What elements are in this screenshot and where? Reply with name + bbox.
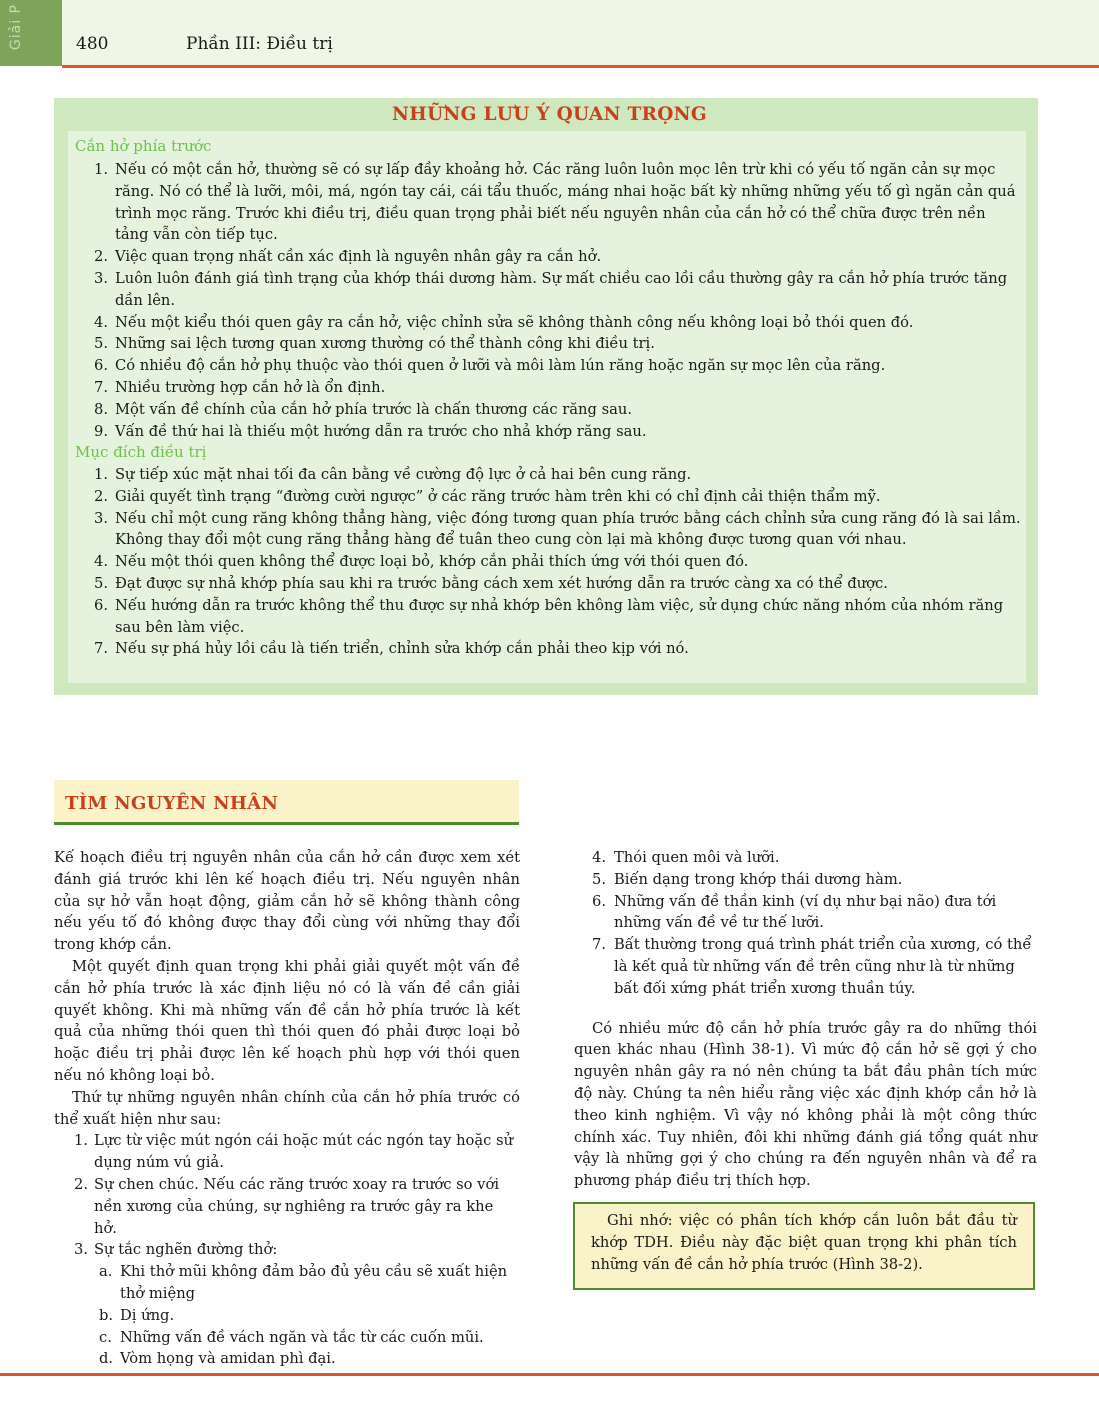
- causes-list-left: [54, 1130, 520, 1261]
- section-heading-rule: [54, 822, 519, 825]
- section-heading-box: [54, 780, 519, 822]
- list-item: 9. Vấn đề thứ hai là thiếu một hướng dẫn ra trước cho nhả khớp răng sau.: [94, 422, 647, 440]
- left-column: [54, 847, 520, 1370]
- list-item: 4. Thói quen môi và lưỡi.: [592, 849, 780, 866]
- side-tab: [0, 0, 62, 66]
- list-item: 5. Đạt được sự nhả khớp phía sau khi ra trước bằng cách xem xét hướng dẫn ra trước càng xa có thể được.: [94, 574, 888, 592]
- list-item: 5. Biến dạng trong khớp thái dương hàm.: [592, 870, 903, 888]
- anterior-open-bite-list: [94, 159, 1022, 442]
- running-title: Phần III: Điều trị: [186, 34, 333, 54]
- subheading-anterior-open-bite: Cắn hở phía trước: [75, 137, 212, 155]
- header-rule: [62, 65, 1099, 68]
- reminder-box: [573, 1202, 1035, 1290]
- list-item: b. Dị ứng.: [99, 1306, 175, 1324]
- list-item: 3. Luôn luôn đánh giá tình trạng của khớp thái dương hàm. Sự mất chiều cao lồi cầu thường gây ra cắn hở phía trước tăng dần lên.: [94, 269, 1008, 309]
- list-item: a. Khi thở mũi không đảm bảo đủ yêu cầu sẽ xuất hiện thở miệng: [99, 1263, 508, 1302]
- list-item: 6. Nếu hướng dẫn ra trước không thể thu được sự nhả khớp bên không làm việc, sử dụng chức năng nhóm của nhóm răng sau bên làm việc.: [94, 596, 1004, 636]
- reminder-text: Ghi nhớ: việc có phân tích khớp cắn luôn bắt đầu từ khớp TDH. Điều này đặc biệt quan trọng khi phân tích những vấn đề cắn hở phía trước (Hình 38-2).: [591, 1212, 1017, 1273]
- treatment-goals-list: [94, 464, 1022, 660]
- list-item: 3. Sự tắc nghẽn đường thở:: [74, 1241, 278, 1259]
- list-item: d. Vòm họng và amidan phì đại.: [99, 1350, 336, 1368]
- list-item: 2. Sự chen chúc. Nếu các răng trước xoay ra trước so với nền xương của chúng, sự nghiêng ra trước gây ra khe hở.: [74, 1175, 500, 1237]
- list-item: 1. Sự tiếp xúc mặt nhai tối đa cân bằng về cường độ lực ở cả hai bên cung răng.: [94, 466, 692, 483]
- list-item: 7. Nếu sự phá hủy lồi cầu là tiến triển, chỉnh sửa khớp cắn phải theo kịp với nó.: [94, 640, 689, 658]
- list-item: 1. Lực từ việc mút ngón cái hoặc mút các ngón tay hoặc sử dụng núm vú giả.: [74, 1132, 514, 1172]
- list-item: 5. Những sai lệch tương quan xương thường có thể thành công khi điều trị.: [94, 335, 655, 353]
- list-item: 2. Việc quan trọng nhất cần xác định là nguyên nhân gây ra cắn hở.: [94, 248, 602, 266]
- list-item: 6. Những vấn đề thần kinh (ví dụ như bại não) đưa tới những vấn đề về tư thế lưỡi.: [592, 892, 997, 932]
- header-band: [0, 0, 1099, 66]
- footer-rule: [0, 1373, 1099, 1376]
- causes-list-right: [574, 847, 1037, 1000]
- list-item: 7. Bất thường trong quá trình phát triển của xương, có thể là kết quả từ những vấn đề trên cũng như là từ những bất đối xứng phát triển xương thuần túy.: [592, 936, 1032, 997]
- list-item: 7. Nhiều trường hợp cắn hở là ổn định.: [94, 378, 386, 396]
- airway-sublist: [54, 1261, 520, 1370]
- page-number: 480: [76, 34, 109, 54]
- paragraph: Một quyết định quan trọng khi phải giải quyết một vấn đề cắn hở phía trước là xác định liệu nó có là vấn đề cần giải quyết không. Khi mà những vấn đề cắn hở phía trước là kết quả của những thói quen thì thói quen đó phải được loại bỏ hoặc điều trị phải được lên kế hoạch phù hợp với thói quen nếu nó không loại bỏ.: [54, 957, 520, 1084]
- paragraph: Thứ tự những nguyên nhân chính của cắn hở phía trước có thể xuất hiện như sau:: [54, 1088, 520, 1128]
- list-item: 3. Nếu chỉ một cung răng không thẳng hàng, việc đóng tương quan phía trước bằng cách chỉnh sửa cung răng đó là sai lầm. Không thay đổi một cung răng thẳng hàng để tuân theo cung còn lại mà không được tương quan với nhau.: [94, 509, 1021, 549]
- notes-title: NHỮNG LƯU Ý QUAN TRỌNG: [392, 104, 707, 125]
- list-item: 4. Nếu một kiểu thói quen gây ra cắn hở, việc chỉnh sửa sẽ không thành công nếu không loại bỏ thói quen đó.: [94, 313, 914, 331]
- list-item: 8. Một vấn đề chính của cắn hở phía trước là chấn thương các răng sau.: [94, 400, 632, 418]
- list-item: 6. Có nhiều độ cắn hở phụ thuộc vào thói quen ở lưỡi và môi làm lún răng hoặc ngăn sự mọc lên của răng.: [94, 357, 886, 375]
- paragraph: Có nhiều mức độ cắn hở phía trước gây ra do những thói quen khác nhau (Hình 38-1). Vì mức độ cắn hở sẽ gợi ý cho nguyên nhân gây ra nó nên chúng ta bắt đầu phân tích mức độ này. Chúng ta nên hiểu rằng việc xác định khớp cắn hở là theo kinh nghiệm. Vì vậy nó không phải là một công thức chính xác. Tuy nhiên, đôi khi những đánh giá tổng quát như vậy là những gợi ý cho chúng ra đến nguyên nhân và để ra phương pháp điều trị thích hợp.: [574, 1019, 1037, 1190]
- list-item: c. Những vấn đề vách ngăn và tắc từ các cuốn mũi.: [99, 1328, 484, 1346]
- section-heading: TÌM NGUYÊN NHÂN: [65, 793, 279, 814]
- right-column: [574, 847, 1037, 1192]
- paragraph: Kế hoạch điều trị nguyên nhân của cắn hở cần được xem xét đánh giá trước khi lên kế hoạch điều trị. Nếu nguyên nhân của sự hở vẫn hoạt động, giảm cắn hở sẽ không thành công nếu yếu tố đó không được thay đổi cùng với những thay đổi trong khớp cắn.: [54, 849, 520, 954]
- list-item: 2. Giải quyết tình trạng “đường cười ngược” ở các răng trước hàm trên khi có chỉ định cải thiện thẩm mỹ.: [94, 487, 881, 505]
- list-item: 4. Nếu một thói quen không thể được loại bỏ, khớp cắn phải thích ứng với thói quen đó.: [94, 553, 749, 571]
- side-tab-label: Giải P: [8, 4, 24, 51]
- list-item: 1. Nếu có một cắn hở, thường sẽ có sự lấp đầy khoảng hở. Các răng luôn luôn mọc lên trừ khi có yếu tố ngăn cản sự mọc răng. Nó có thể là lưỡi, môi, má, ngón tay cái, cái tẩu thuốc, máng nhai hoặc bất kỳ những những yếu tố gì ngăn cản quá trình mọc răng. Trước khi điều trị, điều quan trọng phải biết nếu nguyên nhân của cắn hở có thể chữa được trên nền tảng vẫn còn tiếp tục.: [94, 161, 1016, 244]
- subheading-treatment-goals: Mục đích điều trị: [75, 443, 207, 461]
